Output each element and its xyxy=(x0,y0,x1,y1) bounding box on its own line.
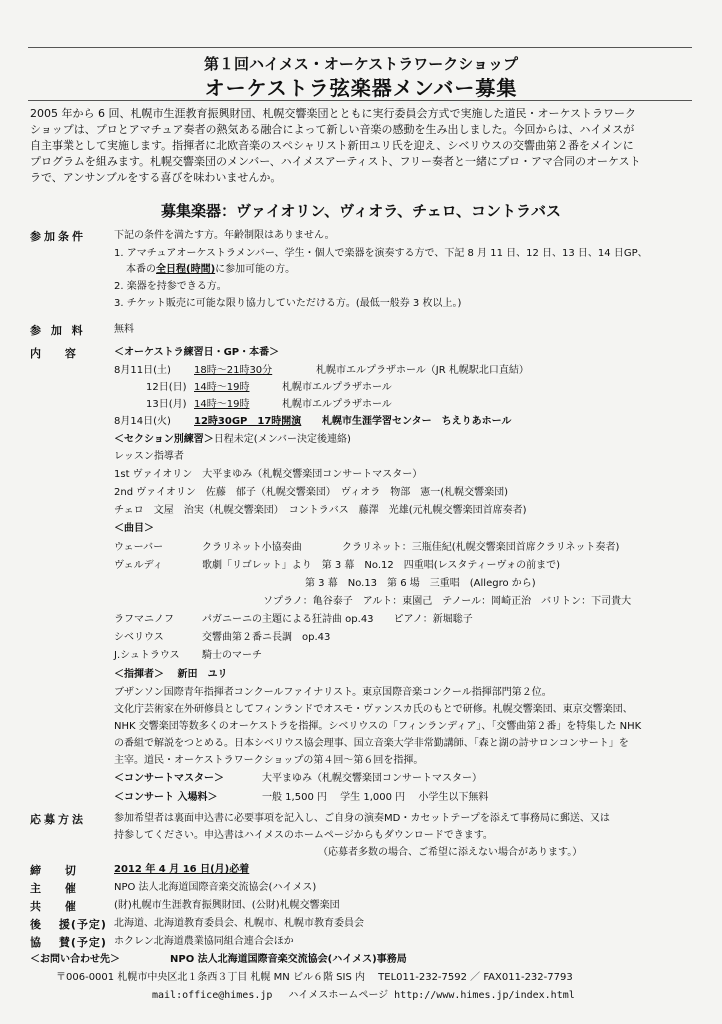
intro-line: ラで、アンサンブルをする喜びを味わいませんか。 xyxy=(30,171,282,184)
concertmaster-name: 大平まゆみ（札幌交響楽団コンサートマスター） xyxy=(262,773,482,784)
condition-item: 3. チケット販売に可能な限り協力していただける方。(最低一般券 3 枚以上。) xyxy=(114,298,462,309)
conductor-bio-line: 文化庁芸術家在外研修員としてフィンランドでオスモ・ヴァンスカ氏のもとで研修。札幌交響楽団、東京交響楽団、 xyxy=(114,704,633,715)
label-conditions: 参加条件 xyxy=(30,230,86,243)
conductor-bio-line: NHK 交響楽団等数多くのオーケストラを指揮。シベリウスの「フィンランディア」、「交響曲第２番」を特集した NHK xyxy=(114,721,642,732)
label-support: 後 援(予定) xyxy=(30,918,107,931)
intro-line: ショップは、プロとアマチュア奏者の熱気ある融合によって新しい音楽の感動を生み出しました。今回からは、ハイメスが xyxy=(30,123,635,136)
condition-item: 2. 楽器を持参できる方。 xyxy=(114,281,227,292)
fee-value: 無料 xyxy=(114,324,134,335)
conductor-heading: ＜指揮者＞ 新田 ユリ xyxy=(114,669,228,680)
composer: ヴェルディ xyxy=(114,560,163,571)
schedule-time: 14時～19時 xyxy=(194,382,250,393)
condition-item: 1. アマチュアオーケストラメンバー、学生・個人で楽器を演奏する方で、下記 8 月 11 日、12 日、13 日、14 日GP、 xyxy=(114,248,648,259)
contact-web: mail:office@himes.jp ハイメスホームページ http://www.himes.jp/index.html xyxy=(152,990,575,1001)
lesson-leader-line: 2nd ヴァイオリン 佐藤 郁子（札幌交響楽団） ヴィオラ 物部 憲一(札幌交響楽団) xyxy=(114,487,509,498)
work: クラリネット小協奏曲 xyxy=(202,542,302,553)
label-sponsor: 協 賛(予定) xyxy=(30,936,107,949)
performer: クラリネット：三瓶佳紀(札幌交響楽団首席クラリネット奏者) xyxy=(342,542,620,553)
apply-line: 参加希望者は裏面申込書に必要事項を記入し、ご自身の演奏MD・カセットテープを添えて事務局に郵送、又は xyxy=(114,813,610,824)
lesson-leaders-label: レッスン指導者 xyxy=(114,451,184,462)
work: パガニーニの主題による狂詩曲 op.43 ピアノ：新堀聡子 xyxy=(202,614,473,625)
label-apply: 応募方法 xyxy=(30,813,86,826)
performer: ソプラノ：亀谷泰子 アルト：東園己 テノール：岡崎正治 バリトン：下司貴大 xyxy=(263,596,632,607)
schedule-time: 18時～21時30分 xyxy=(194,365,273,376)
tickets-heading: ＜コンサート 入場料＞ xyxy=(114,792,218,803)
apply-line: 持参してください。申込書はハイメスのホームページからもダウンロードできます。 xyxy=(114,830,493,841)
composer: J.シュトラウス xyxy=(114,650,180,661)
support-value: 北海道、北海道教育委員会、札幌市、札幌市教育委員会 xyxy=(114,918,364,929)
work: 歌劇「リゴレット」より 第 3 幕 No.12 四重唱(レスタティーヴォの前まで) xyxy=(202,560,561,571)
concertmaster-heading: ＜コンサートマスター＞ xyxy=(114,773,224,784)
conditions-intro: 下記の条件を満たす方。年齢制限はありません。 xyxy=(114,230,335,241)
label-content: 内 容 xyxy=(30,347,79,360)
title-rule xyxy=(28,100,692,101)
contact-org: NPO 法人北海道国際音楽交流協会(ハイメス)事務局 xyxy=(170,954,407,965)
schedule-date: 8月14日(火) xyxy=(114,416,171,427)
page-title: オーケストラ弦楽器メンバー募集 xyxy=(204,76,518,100)
all-days-emphasis: 全日程(時間) xyxy=(156,264,216,275)
ticket-prices: 一般 1,500 円 学生 1,000 円 小学生以下無料 xyxy=(262,792,489,803)
contact-address: 〒006-0001 札幌市中央区北１条西３丁目 札幌 MN ビル６階 SIS 内 TEL011-232-7592 ／ FAX011-232-7793 xyxy=(56,972,573,983)
work: 交響曲第２番ニ長調 op.43 xyxy=(202,632,331,643)
top-rule xyxy=(28,47,692,48)
instruments-heading: 募集楽器：ヴァイオリン、ヴィオラ、チェロ、コントラバス xyxy=(160,202,562,220)
label-deadline: 締 切 xyxy=(30,864,79,877)
schedule-date: 12日(日) xyxy=(146,382,187,393)
label-cohost: 共 催 xyxy=(30,900,79,913)
schedule-date: 13日(月) xyxy=(146,399,187,410)
composer: シベリウス xyxy=(114,632,164,643)
composer: ウェーバー xyxy=(114,542,164,553)
schedule-venue: 札幌市エルプラザホール（JR 札幌駅北口直結） xyxy=(316,365,529,376)
program-heading: ＜曲目＞ xyxy=(114,523,154,534)
conductor-bio-line: の番組で解説をつとめる。日本シベリウス協会理事、国立音楽大学非常勤講師、「森と湖の詩サロンコンサート」を xyxy=(114,738,629,749)
label-host: 主 催 xyxy=(30,882,79,895)
conductor-bio-line: 主宰。道民・オーケストラワークショップの第４回～第６回を指揮。 xyxy=(114,755,424,766)
schedule-venue: 札幌市エルプラザホール xyxy=(282,399,392,410)
apply-note: （応募者多数の場合、ご希望に添えない場合があります。） xyxy=(318,847,583,858)
condition-text: に参加可能の方。 xyxy=(215,264,296,275)
label-fee: 参 加 料 xyxy=(30,324,86,337)
schedule-time: 12時30GP 17時開演 xyxy=(194,416,302,427)
intro-line: 2005 年から 6 回、札幌市生涯教育振興財団、札幌交響楽団とともに実行委員会方式で実施した道民・オーケストラワーク xyxy=(30,107,637,120)
composer: ラフマニノフ xyxy=(114,614,174,625)
lesson-leader-line: 1st ヴァイオリン 大平まゆみ（札幌交響楽団コンサートマスター） xyxy=(114,469,423,480)
contact-label: ＜お問い合わせ先＞ xyxy=(30,954,120,965)
cohost-value: (財)札幌市生涯教育振興財団、(公財)札幌交響楽団 xyxy=(114,900,340,911)
host-value: NPO 法人北海道国際音楽交流協会(ハイメス) xyxy=(114,882,317,893)
work: 騎士のマーチ xyxy=(202,650,262,661)
section-schedule: 日程未定(メンバー決定後連絡) xyxy=(213,434,351,445)
condition-text: 本番の xyxy=(126,264,156,275)
schedule-venue: 札幌市エルプラザホール xyxy=(282,382,392,393)
intro-line: プログラムを組みます。札幌交響楽団のメンバー、ハイメスアーティスト、フリー奏者と一緒にプロ・アマ合同のオーケスト xyxy=(30,155,641,168)
sponsor-value: ホクレン北海道農業協同組合連合会ほか xyxy=(114,936,294,947)
workshop-subtitle: 第１回ハイメス・オーケストラワークショップ xyxy=(204,55,518,73)
schedule-date: 8月11日(土) xyxy=(114,365,171,376)
schedule-venue: 札幌市生涯学習センター ちえりあホール xyxy=(322,416,512,427)
section-practice xyxy=(114,432,351,447)
schedule-time: 14時～19時 xyxy=(194,399,250,410)
work: 第 3 幕 No.13 第 6 場 三重唱 (Allegro から) xyxy=(305,578,536,589)
deadline-value: 2012 年 4 月 16 日(月)必着 xyxy=(114,864,250,875)
conductor-bio-line: ブザンソン国際青年指揮者コンクールファイナリスト。東京国際音楽コンクール指揮部門第２位。 xyxy=(114,687,552,698)
intro-line: 自主事業として実施します。指揮者に北欧音楽のスペシャリスト新田ユリ氏を迎え、シベリウスの交響曲第２番をメインに xyxy=(30,139,634,152)
section-heading: ＜セクション別練習＞ xyxy=(114,434,214,445)
lesson-leader-line: チェロ 文屋 治実（札幌交響楽団） コントラバス 藤澤 光雄(元札幌交響楽団首席奏者) xyxy=(114,505,527,516)
condition-item xyxy=(126,262,295,277)
schedule-heading: ＜オーケストラ練習日・GP・本番＞ xyxy=(114,347,280,358)
